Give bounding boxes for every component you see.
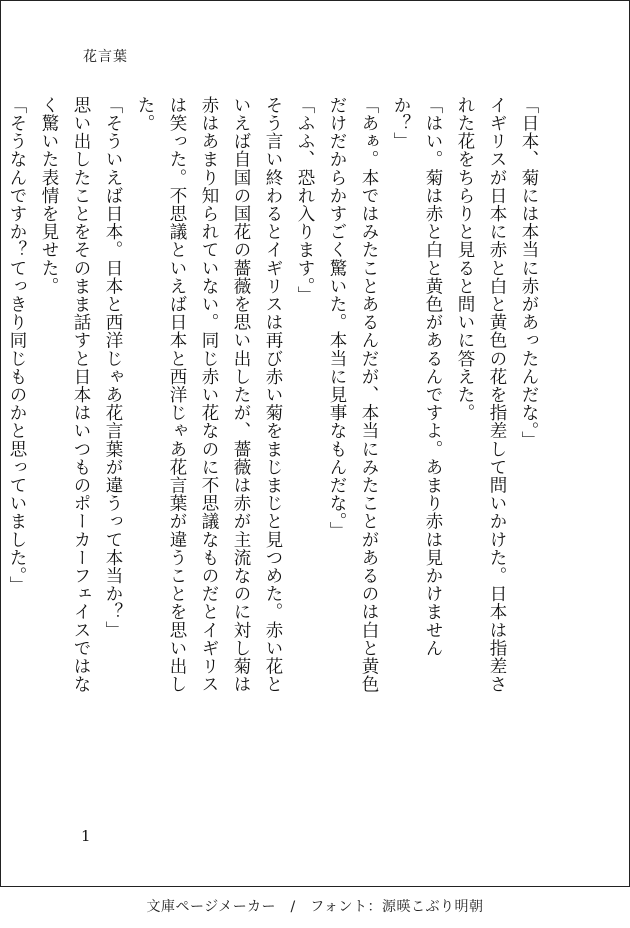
running-header-title: 花言葉 — [83, 49, 128, 65]
paragraph: 「はい。菊は赤と白と黄色があるんですよ。あまり赤は見かけませんか？」 — [391, 96, 443, 658]
paragraph: 「そういえば日本。日本と西洋じゃあ花言葉が違うって本当か？」 — [103, 96, 123, 639]
paragraph: 思い出したことをそのまま話すと日本はいつものポーカーフェイスではなく驚いた表情を見せた。 — [39, 96, 91, 694]
vertical-body-text — [1, 96, 545, 696]
paragraph: そう言い終わるとイギリスは再び赤い菊をまじまじと見つめた。赤い花といえば自国の国花の薔薇を思い出したが、薔薇は赤が主流なのに対し菊は赤はあまり知られていない。同じ赤い花なのに不思議なものだとイギリスは笑った。不思議といえば日本と西洋じゃあ花言葉が違うことを思い出した。 — [135, 96, 283, 694]
paragraph: イギリスが日本に赤と白と黄色の花を指差して問いかけた。日本は指差された花をちらりと見ると問いに答えた。 — [455, 96, 507, 694]
paragraph: 「日本、菊には本当に赤があったんだな。」 — [519, 96, 539, 450]
footer-credit: 文庫ページメーカー / フォント：源暎こぶり明朝 — [146, 899, 484, 915]
paragraph: 「あぁ。本ではみたことあるんだが、本当にみたことがあるのは白と黄色だけだからかすごく驚いた。本当に見事なもんだな。」 — [327, 96, 379, 694]
paragraph: 「ふふ、恐れ入ります。」 — [295, 96, 315, 305]
page-number: 1 — [81, 827, 91, 845]
paragraph: 「そうなんですか？てっきり同じものかと思っていました。」 — [7, 96, 27, 595]
